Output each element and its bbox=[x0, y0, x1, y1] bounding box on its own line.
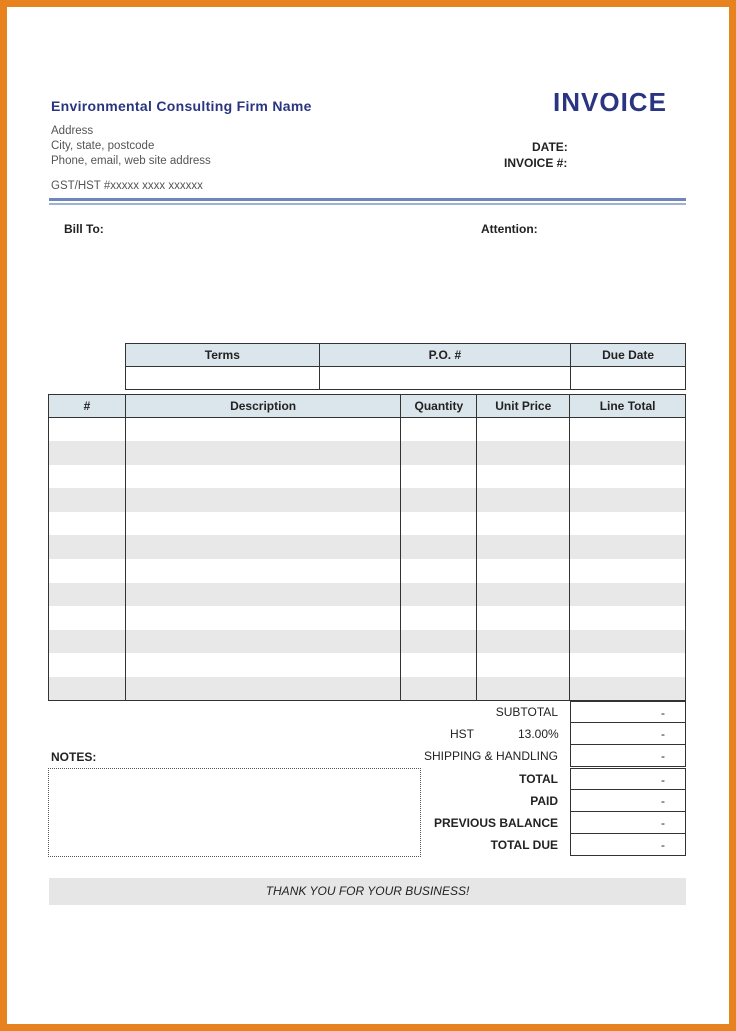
line-total-cell[interactable] bbox=[570, 653, 686, 677]
po-cell[interactable] bbox=[319, 367, 571, 390]
unit-price-cell[interactable] bbox=[477, 630, 570, 654]
line-total-cell[interactable] bbox=[570, 583, 686, 607]
address-line: Address bbox=[51, 125, 94, 137]
description-cell[interactable] bbox=[125, 606, 401, 630]
quantity-cell[interactable] bbox=[401, 488, 477, 512]
item-number-cell[interactable] bbox=[49, 677, 126, 701]
po-header: P.O. # bbox=[319, 344, 571, 367]
header-divider bbox=[49, 198, 686, 201]
item-number-cell[interactable] bbox=[49, 465, 126, 489]
total-value[interactable]: - bbox=[570, 768, 686, 790]
unit-price-cell[interactable] bbox=[477, 559, 570, 583]
description-cell[interactable] bbox=[125, 441, 401, 465]
thank-you-banner: THANK YOU FOR YOUR BUSINESS! bbox=[49, 878, 686, 905]
item-number-cell[interactable] bbox=[49, 535, 126, 559]
table-row bbox=[49, 512, 686, 536]
description-cell[interactable] bbox=[125, 535, 401, 559]
paid-row bbox=[420, 790, 686, 812]
notes-box[interactable] bbox=[48, 768, 421, 857]
shipping-row bbox=[420, 745, 686, 767]
table-row bbox=[49, 488, 686, 512]
description-cell[interactable] bbox=[125, 418, 401, 442]
table-row bbox=[49, 535, 686, 559]
quantity-cell[interactable] bbox=[401, 559, 477, 583]
line-items-table bbox=[48, 394, 686, 701]
hst-label: HST bbox=[450, 727, 474, 741]
hst-row bbox=[420, 723, 686, 745]
unit-price-cell[interactable] bbox=[477, 441, 570, 465]
terms-header: Terms bbox=[126, 344, 320, 367]
item-number-cell[interactable] bbox=[49, 559, 126, 583]
table-row bbox=[49, 559, 686, 583]
unit-price-cell[interactable] bbox=[477, 418, 570, 442]
terms-cell[interactable] bbox=[126, 367, 320, 390]
previous-balance-value[interactable]: - bbox=[570, 812, 686, 834]
description-header: Description bbox=[125, 395, 401, 418]
line-total-cell[interactable] bbox=[570, 606, 686, 630]
shipping-label: SHIPPING & HANDLING bbox=[423, 749, 558, 763]
table-row bbox=[49, 441, 686, 465]
previous-balance-row bbox=[420, 812, 686, 834]
line-items-body bbox=[49, 418, 686, 701]
quantity-cell[interactable] bbox=[401, 653, 477, 677]
total-due-row bbox=[420, 834, 686, 856]
invoice-number-label: INVOICE #: bbox=[504, 156, 568, 170]
quantity-cell[interactable] bbox=[401, 535, 477, 559]
line-total-cell[interactable] bbox=[570, 418, 686, 442]
item-number-cell[interactable] bbox=[49, 583, 126, 607]
unit-price-cell[interactable] bbox=[477, 653, 570, 677]
subtotal-value[interactable]: - bbox=[570, 701, 686, 723]
attention-label: Attention: bbox=[481, 222, 538, 236]
description-cell[interactable] bbox=[125, 488, 401, 512]
total-label: TOTAL bbox=[519, 772, 558, 786]
quantity-header: Quantity bbox=[401, 395, 477, 418]
unit-price-cell[interactable] bbox=[477, 512, 570, 536]
total-due-label: TOTAL DUE bbox=[490, 838, 558, 852]
tax-number-line: GST/HST #xxxxx xxxx xxxxxx bbox=[51, 180, 203, 192]
item-number-header: # bbox=[49, 395, 126, 418]
quantity-cell[interactable] bbox=[401, 465, 477, 489]
line-total-cell[interactable] bbox=[570, 465, 686, 489]
item-number-cell[interactable] bbox=[49, 630, 126, 654]
quantity-cell[interactable] bbox=[401, 606, 477, 630]
table-row bbox=[49, 418, 686, 442]
subtotal-label: SUBTOTAL bbox=[495, 705, 558, 719]
date-label: DATE: bbox=[532, 140, 568, 154]
quantity-cell[interactable] bbox=[401, 512, 477, 536]
total-due-value[interactable]: - bbox=[570, 834, 686, 856]
item-number-cell[interactable] bbox=[49, 441, 126, 465]
unit-price-cell[interactable] bbox=[477, 535, 570, 559]
paid-value[interactable]: - bbox=[570, 790, 686, 812]
invoice-title: INVOICE bbox=[553, 87, 667, 117]
quantity-cell[interactable] bbox=[401, 677, 477, 701]
description-cell[interactable] bbox=[125, 583, 401, 607]
quantity-cell[interactable] bbox=[401, 441, 477, 465]
header-divider-secondary bbox=[49, 203, 686, 205]
quantity-cell[interactable] bbox=[401, 583, 477, 607]
table-row bbox=[49, 630, 686, 654]
description-cell[interactable] bbox=[125, 653, 401, 677]
due-date-cell[interactable] bbox=[571, 367, 686, 390]
paid-label: PAID bbox=[530, 794, 558, 808]
unit-price-cell[interactable] bbox=[477, 583, 570, 607]
table-row bbox=[49, 465, 686, 489]
unit-price-cell[interactable] bbox=[477, 606, 570, 630]
firm-name: Environmental Consulting Firm Name bbox=[51, 98, 312, 114]
description-cell[interactable] bbox=[125, 677, 401, 701]
contact-line: Phone, email, web site address bbox=[51, 155, 211, 167]
item-number-cell[interactable] bbox=[49, 418, 126, 442]
total-row bbox=[420, 768, 686, 790]
shipping-value[interactable]: - bbox=[570, 745, 686, 767]
line-total-cell[interactable] bbox=[570, 630, 686, 654]
line-total-cell[interactable] bbox=[570, 488, 686, 512]
due-date-header: Due Date bbox=[571, 344, 686, 367]
table-row bbox=[49, 583, 686, 607]
item-number-cell[interactable] bbox=[49, 512, 126, 536]
line-total-cell[interactable] bbox=[570, 512, 686, 536]
unit-price-cell[interactable] bbox=[477, 465, 570, 489]
line-total-cell[interactable] bbox=[570, 677, 686, 701]
unit-price-cell[interactable] bbox=[477, 677, 570, 701]
city-line: City, state, postcode bbox=[51, 140, 155, 152]
line-total-cell[interactable] bbox=[570, 559, 686, 583]
item-number-cell[interactable] bbox=[49, 653, 126, 677]
description-cell[interactable] bbox=[125, 559, 401, 583]
table-row bbox=[49, 606, 686, 630]
quantity-cell[interactable] bbox=[401, 630, 477, 654]
terms-table bbox=[125, 343, 686, 390]
hst-value[interactable]: - bbox=[570, 723, 686, 745]
description-cell[interactable] bbox=[125, 512, 401, 536]
notes-label: NOTES: bbox=[51, 750, 97, 764]
line-total-cell[interactable] bbox=[570, 441, 686, 465]
subtotal-row bbox=[420, 701, 686, 723]
unit-price-cell[interactable] bbox=[477, 488, 570, 512]
item-number-cell[interactable] bbox=[49, 606, 126, 630]
quantity-cell[interactable] bbox=[401, 418, 477, 442]
description-cell[interactable] bbox=[125, 630, 401, 654]
unit-price-header: Unit Price bbox=[477, 395, 570, 418]
line-total-cell[interactable] bbox=[570, 535, 686, 559]
table-row bbox=[49, 653, 686, 677]
table-row bbox=[49, 677, 686, 701]
item-number-cell[interactable] bbox=[49, 488, 126, 512]
line-total-header: Line Total bbox=[570, 395, 686, 418]
hst-rate[interactable]: 13.00% bbox=[518, 727, 559, 741]
previous-balance-label: PREVIOUS BALANCE bbox=[433, 816, 558, 830]
description-cell[interactable] bbox=[125, 465, 401, 489]
bill-to-label: Bill To: bbox=[64, 222, 104, 236]
